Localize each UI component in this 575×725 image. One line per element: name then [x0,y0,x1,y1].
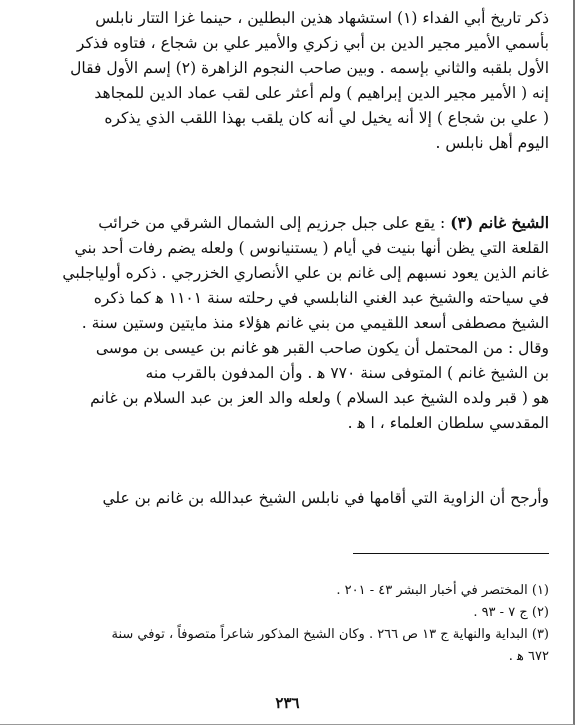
page-number: ٢٣٦ [275,694,300,712]
paragraph-line: وقال : من المحتمل أن يكون صاحب القبر هو غانم بن عيسى بن موسى [95,339,549,357]
paragraph-line: الأول بلقبه والثاني بإسمه . وبين صاحب النجوم الزاهرة (٢) إسم الأول فقال [70,59,549,77]
paragraph-line: القلعة التي يظن أنها بنيت في أيام ( يستنيانوس ) ولعله يضم رفات أحد بني [74,239,549,257]
paragraph-zawiya [21,486,549,511]
footnote-3: (٣) البداية والنهاية ج ١٣ ص ٢٦٦ . وكان الشيخ المذكور شاعراً متصوفاً ، توفي سنة [111,627,549,642]
footnote-3-continued: ٦٧٢ ﻫ . [508,649,549,664]
paragraph-sheikh-ghanim [21,210,549,436]
paragraph-line-text: : يقع على جبل جرزيم إلى الشمال الشرقي من خرائب [98,214,446,232]
section-heading: الشيخ غانم (٣) [450,213,549,232]
paragraph-line: بأسمي الأمير مجير الدين بن أبي زكري والأمير علي بن شجاع ، فتاوه فذكر [76,34,549,52]
footnote-2: (٢) ج ٧ - ٩٣ . [473,605,549,620]
footnote-1: (١) المختصر في أخبار البشر ٤٣ - ٢٠١ . [336,583,549,598]
paragraph-line [21,210,549,236]
paragraph-line: المقدسي سلطان العلماء ، ا ﻫ . [347,414,549,432]
paragraph-line: بن الشيخ غانم ) المتوفى سنة ٧٧٠ ﻫ . وأن المدفون بالقرب منه [145,364,549,382]
paragraph-line: هو ( قبر ولده الشيخ عبد السلام ) ولعله والد العز بن عبد السلام بن غانم [90,389,549,407]
paragraph-line: إنه ( الأمير مجير الدين إبراهيم ) ولم أعثر على لقب عماد الدين للمجاهد [94,84,549,102]
paragraph-line: الشيخ مصطفى أسعد اللقيمي من بني غانم هؤلاء منذ مايتين وستين سنة . [81,314,549,332]
paragraph-line: غانم الذين يعود نسبهم إلى غانم بن علي الأنصاري الخزرجي . ذكره أولياجلبي [62,264,549,282]
footnotes [21,580,549,668]
footnote-divider [353,553,549,554]
paragraph-line: ( علي بن شجاع ) إلا أنه يخيل لي أنه كان يلقب بهذا اللقب الذي يذكره [104,109,549,127]
paragraph-line: وأرجح أن الزاوية التي أقامها في نابلس الشيخ عبدالله بن غانم بن علي [102,489,549,507]
paragraph-abu-al-fida [21,6,549,156]
paragraph-line: ذكر تاريخ أبي الفداء (١) استشهاد هذين البطلين ، حينما غزا التتار نابلس [95,9,549,27]
paragraph-line: اليوم أهل نابلس . [435,134,549,152]
paragraph-line: في سياحته والشيخ عبد الغني النابلسي في رحلته سنة ١١٠١ ﻫ كما ذكره [93,289,549,307]
